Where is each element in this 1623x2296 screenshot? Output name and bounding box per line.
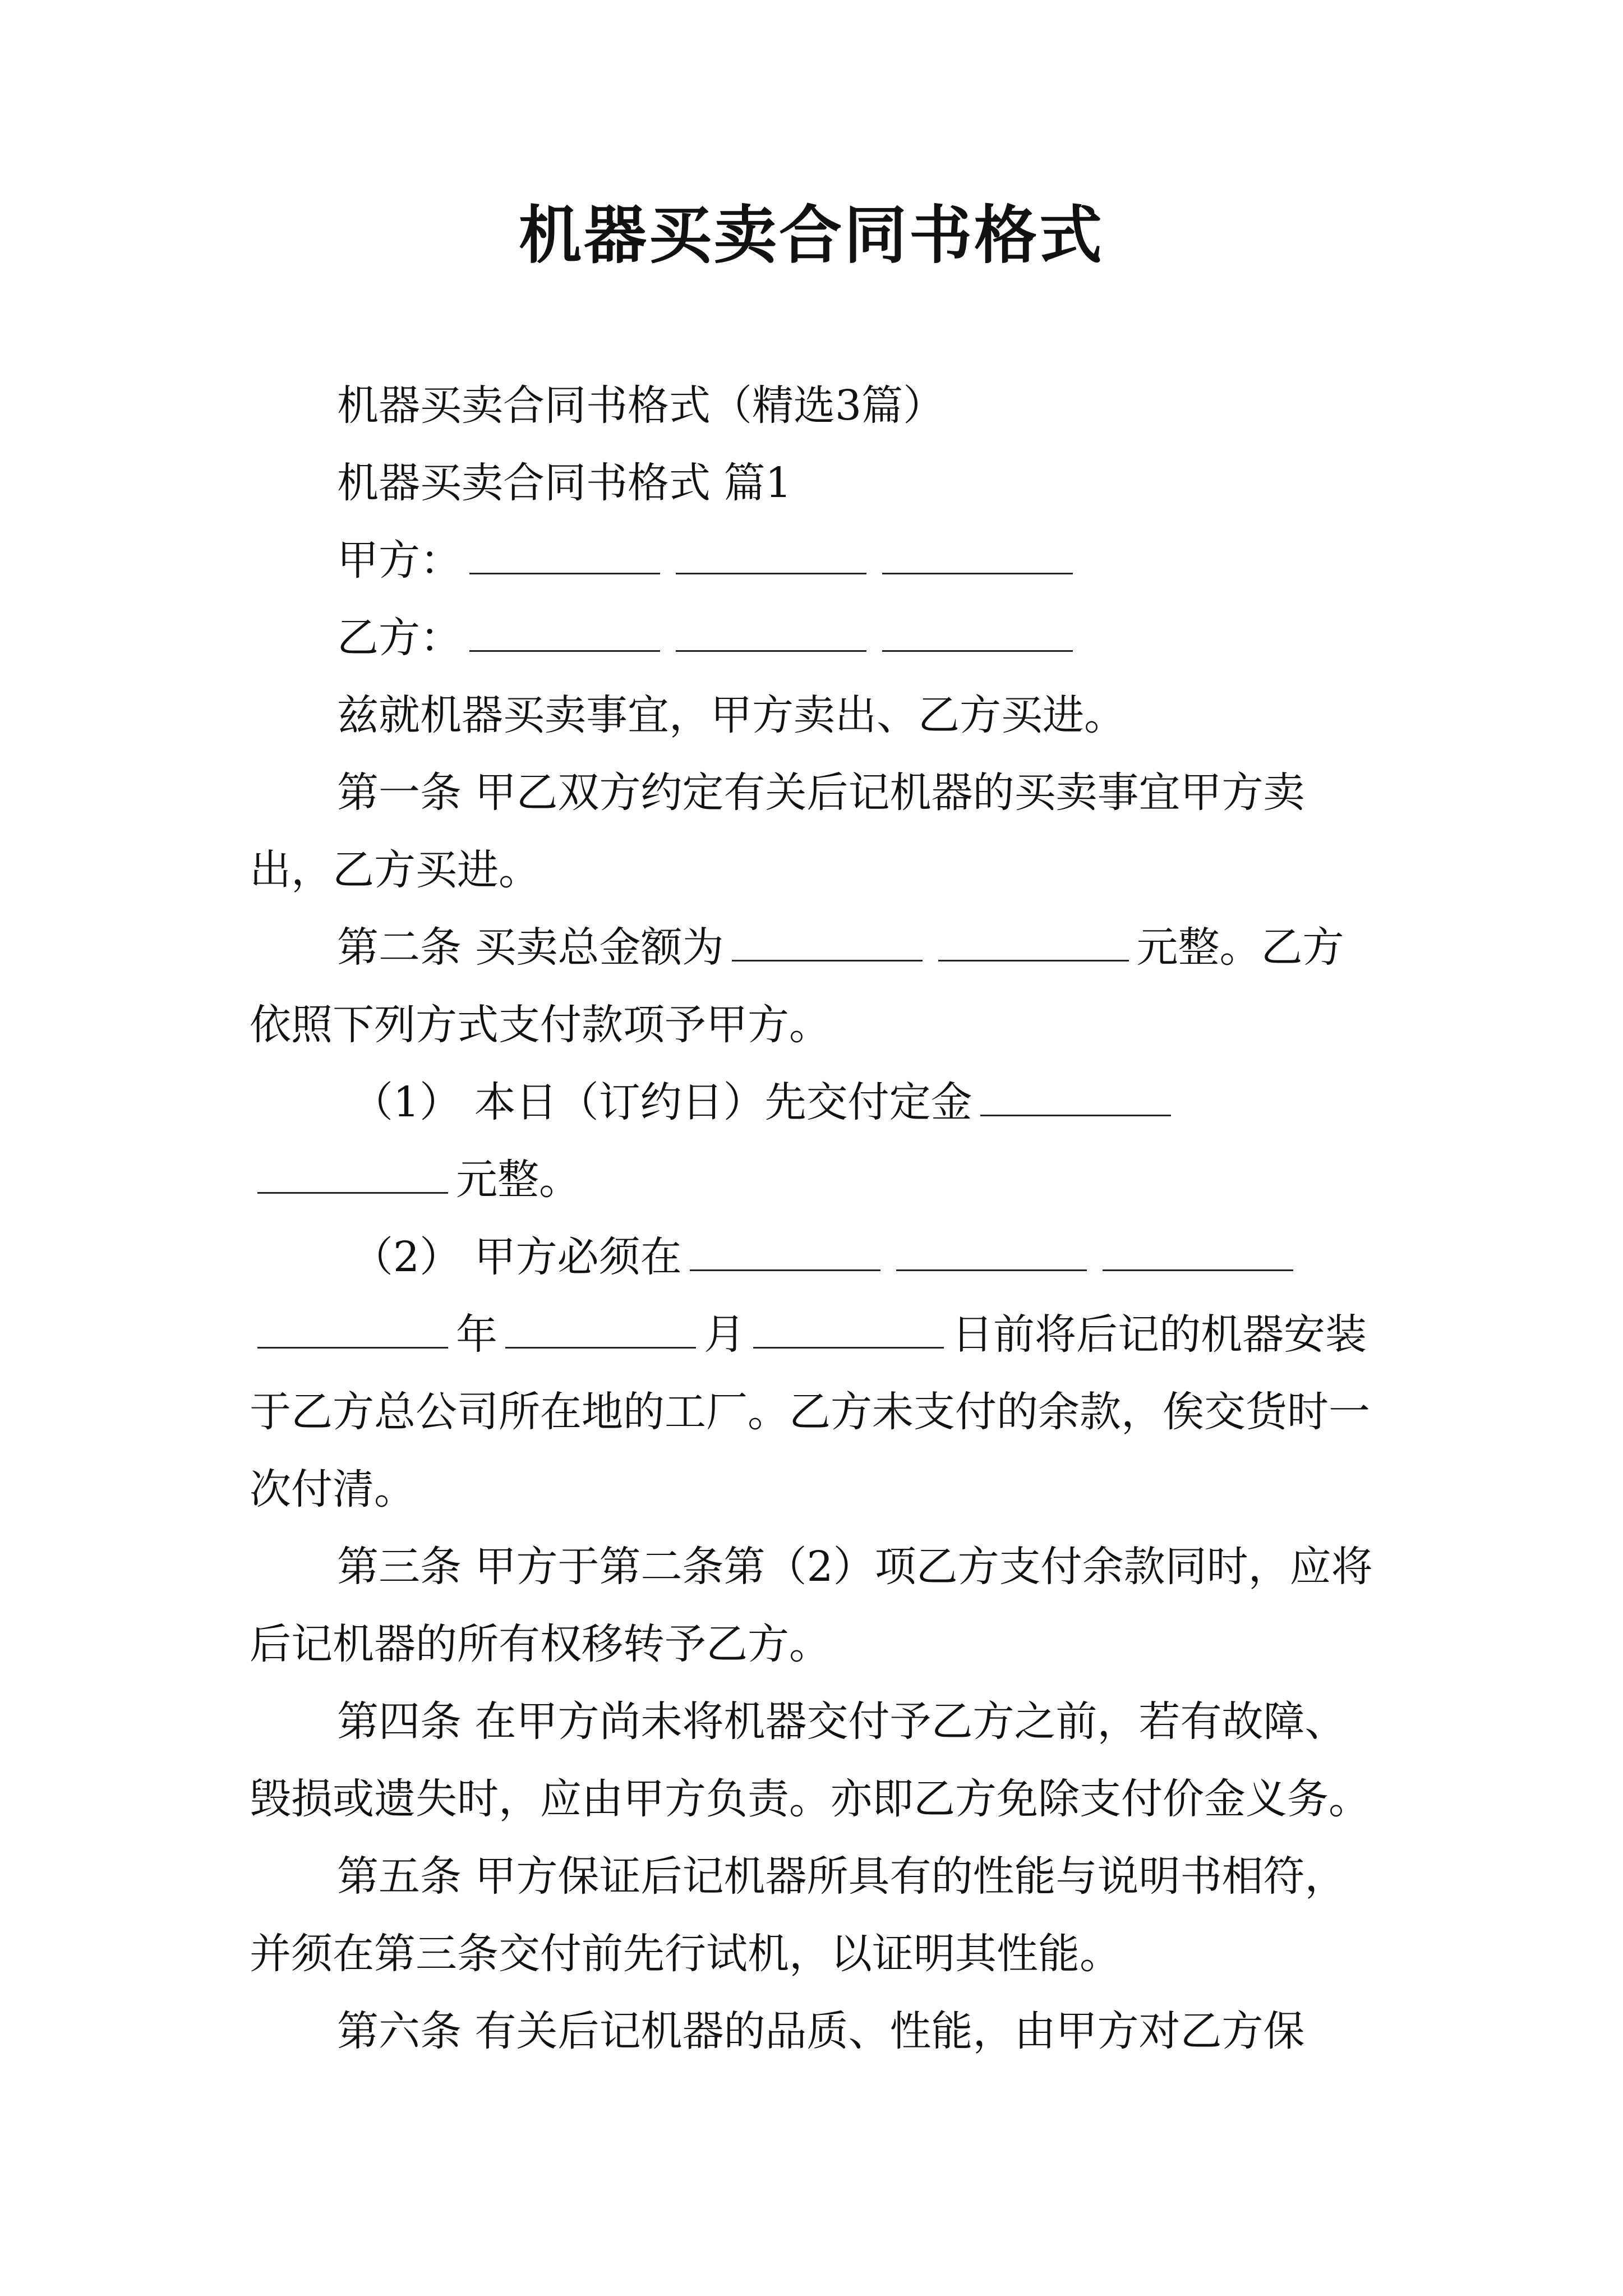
party-b-line: [250, 599, 1377, 677]
blank-field: [505, 1343, 696, 1349]
blank-field: [469, 569, 660, 574]
item-2-year: 年: [456, 1310, 497, 1359]
item-1: [250, 1064, 1377, 1218]
blank-field: [676, 569, 866, 574]
item-2-text-a: （2） 甲方必须在: [352, 1233, 682, 1281]
blank-field: [882, 569, 1073, 574]
article-2-text-a: 第二条 买卖总金额为: [337, 923, 724, 972]
document-title: 机器买卖合同书格式: [519, 199, 1104, 272]
blank-field: [1103, 1266, 1293, 1271]
blank-field: [938, 956, 1129, 961]
blank-field: [690, 1266, 880, 1271]
item-2-month: 月: [704, 1310, 745, 1359]
article-1: 第一条 甲乙双方约定有关后记机器的买卖事宜甲方卖出，乙方买进。: [250, 769, 1305, 894]
article-2: [250, 909, 1377, 1064]
article-4: 第四条 在甲方尚未将机器交付予乙方之前，若有故障、毁损或遗失时，应由甲方负责。亦即乙方免除支付价金义务。: [250, 1697, 1370, 1823]
party-a-line: [250, 522, 1377, 599]
intro-line: 机器买卖合同书格式（精选3篇）: [337, 381, 945, 430]
chapter-heading: 机器买卖合同书格式 篇1: [337, 459, 792, 507]
article-6: 第六条 有关后记机器的品质、性能，由甲方对乙方保: [337, 2007, 1305, 2055]
party-a-label: 甲方：: [337, 536, 462, 585]
party-b-label: 乙方：: [337, 614, 462, 662]
blank-field: [469, 647, 660, 652]
blank-field: [257, 1189, 448, 1194]
item-2: [250, 1218, 1377, 1528]
preamble-paragraph: 兹就机器买卖事宜，甲方卖出、乙方买进。: [337, 691, 1126, 739]
item-2-text-b: 日前将后记的机器安装于乙方总公司所在地的工厂。乙方未支付的余款，俟交货时一次付清。: [250, 1310, 1370, 1513]
item-1-text-a: （1） 本日（订约日）先交付定金: [352, 1078, 972, 1126]
article-3: 第三条 甲方于第二条第（2）项乙方支付余款同时，应将后记机器的所有权移转予乙方。: [250, 1543, 1373, 1668]
article-2-text-b: 元整。乙方依照下列方式支付款项予甲方。: [250, 923, 1344, 1049]
blank-field: [732, 956, 923, 961]
blank-field: [980, 1111, 1171, 1116]
article-5: 第五条 甲方保证后记机器所具有的性能与说明书相符，并须在第三条交付前先行试机，以证明其性能。: [250, 1852, 1347, 1978]
blank-field: [676, 647, 866, 652]
blank-field: [257, 1343, 448, 1349]
blank-field: [896, 1266, 1087, 1271]
blank-field: [882, 647, 1073, 652]
item-1-text-b: 元整。: [456, 1156, 580, 1204]
document-body: [250, 367, 1377, 2070]
blank-field: [753, 1343, 944, 1349]
